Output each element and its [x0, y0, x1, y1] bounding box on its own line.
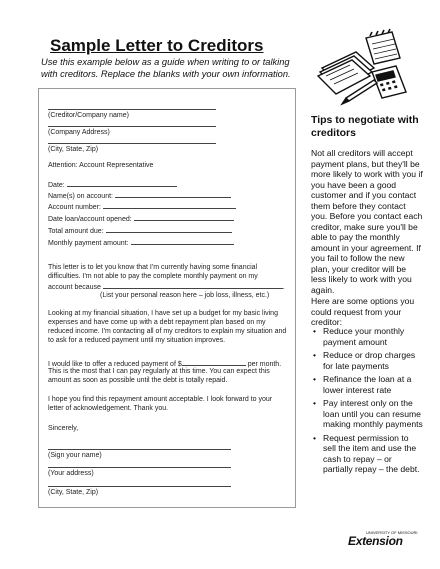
your-address-label: (Your address)	[48, 470, 94, 477]
bullet-icon: •	[313, 326, 317, 336]
total-due-field	[48, 225, 232, 236]
blank-line	[134, 213, 234, 221]
list-item	[311, 350, 423, 371]
blank-line	[103, 281, 283, 289]
list-item	[311, 326, 423, 347]
bullet-icon: •	[313, 374, 317, 384]
date-field	[48, 179, 177, 190]
tips-heading: Tips to negotiate with creditors	[311, 114, 419, 139]
blank-line	[48, 449, 231, 450]
blank-line	[131, 237, 234, 245]
blank-line	[48, 486, 231, 487]
option-text: Reduce or drop charges for late payments	[323, 350, 416, 371]
intro-text: Use this example below as a guide when writing to or talking with creditors. Replace the blanks with your own information.	[41, 57, 291, 79]
option-text: Reduce your monthly payment amount	[323, 326, 405, 347]
sign-name-label: (Sign your name)	[48, 452, 102, 459]
list-item	[311, 374, 423, 395]
blank-line	[182, 358, 246, 366]
blank-line	[48, 126, 216, 127]
per-month-label: per month.	[247, 361, 282, 368]
reason-hint: (List your personal reason here – job loss, illness, etc.)	[100, 292, 270, 299]
bullet-icon: •	[313, 350, 317, 360]
tips-paragraph: Not all creditors will accept payment plans, but they'll be more likely to work with you if you have been a good customer and if you contact them before they contact you. Before you contact each creditor, make sure you'll be able to pay the monthly amount in your agreement. If you fail to follow the new plan, your creditor will be less likely to work with you again.	[311, 148, 423, 295]
account-number-label: Account number:	[48, 204, 101, 211]
attention-line: Attention: Account Representative	[48, 162, 154, 169]
blank-line	[106, 225, 232, 233]
blank-line	[115, 190, 231, 198]
bullet-icon: •	[313, 432, 317, 443]
options-list	[311, 326, 423, 478]
account-number-field	[48, 201, 236, 212]
sign-city-label: (City, State, Zip)	[48, 489, 99, 496]
list-item	[311, 433, 423, 475]
closing: Sincerely,	[48, 425, 79, 432]
extension-logo	[344, 530, 418, 550]
names-on-account-field	[48, 190, 231, 201]
blank-line	[48, 109, 216, 110]
letter-paragraph-4: I hope you find this repayment amount acceptable. I look forward to your letter of acknowledgement. Thank you.	[48, 396, 273, 412]
option-text: Request permission to sell the item and use the cash to repay – or partially repay – the debt.	[323, 432, 420, 474]
bullet-icon: •	[313, 398, 317, 408]
logo-subtext: UNIVERSITY OF MISSOURI	[366, 530, 418, 535]
letter-paragraph-3: This is the most that I can pay regularly at this time. You can expect this amount as soon as possible until the debt is totally repaid.	[48, 368, 270, 384]
blank-line	[48, 143, 216, 144]
date-opened-label: Date loan/account opened:	[48, 216, 132, 223]
city-state-zip-label: (City, State, Zip)	[48, 146, 99, 153]
account-because-label: account because	[48, 284, 101, 291]
account-because-line: account because .	[48, 281, 285, 292]
blank-line	[103, 201, 236, 209]
monthly-payment-field	[48, 237, 234, 248]
option-text: Pay interest only on the loan until you can resume making monthly payments	[323, 398, 423, 429]
list-item	[311, 398, 423, 430]
page-title: Sample Letter to Creditors	[50, 36, 264, 55]
reduced-payment-label: I would like to offer a reduced payment of $	[48, 361, 182, 368]
logo-text: Extension	[348, 534, 403, 548]
letter-paragraph-2: Looking at my financial situation, I have set up a budget for my basic living expenses and have come up with a debt repayment plan based on my reduced income. I'm contacting all of my creditors to explain my situation and to ask for a reduced payment until my situation improves.	[48, 310, 287, 344]
blank-line	[48, 467, 231, 468]
date-label: Date:	[48, 182, 65, 189]
total-due-label: Total amount due:	[48, 228, 104, 235]
creditor-name-label: (Creditor/Company name)	[48, 112, 129, 119]
option-text: Refinance the loan at a lower interest rate	[323, 374, 412, 395]
bills-calculator-calendar-icon	[316, 28, 412, 114]
letter-paragraph-1: This letter is to let you know that I'm currently having some financial difficulties. I'm not able to pay the complete monthly payment on my	[48, 264, 258, 280]
options-intro: Here are some options you could request from your creditor:	[311, 296, 415, 327]
date-opened-field	[48, 213, 234, 224]
blank-line	[67, 179, 177, 187]
monthly-payment-label: Monthly payment amount:	[48, 240, 129, 247]
names-on-account-label: Name(s) on account:	[48, 193, 113, 200]
company-address-label: (Company Address)	[48, 129, 110, 136]
